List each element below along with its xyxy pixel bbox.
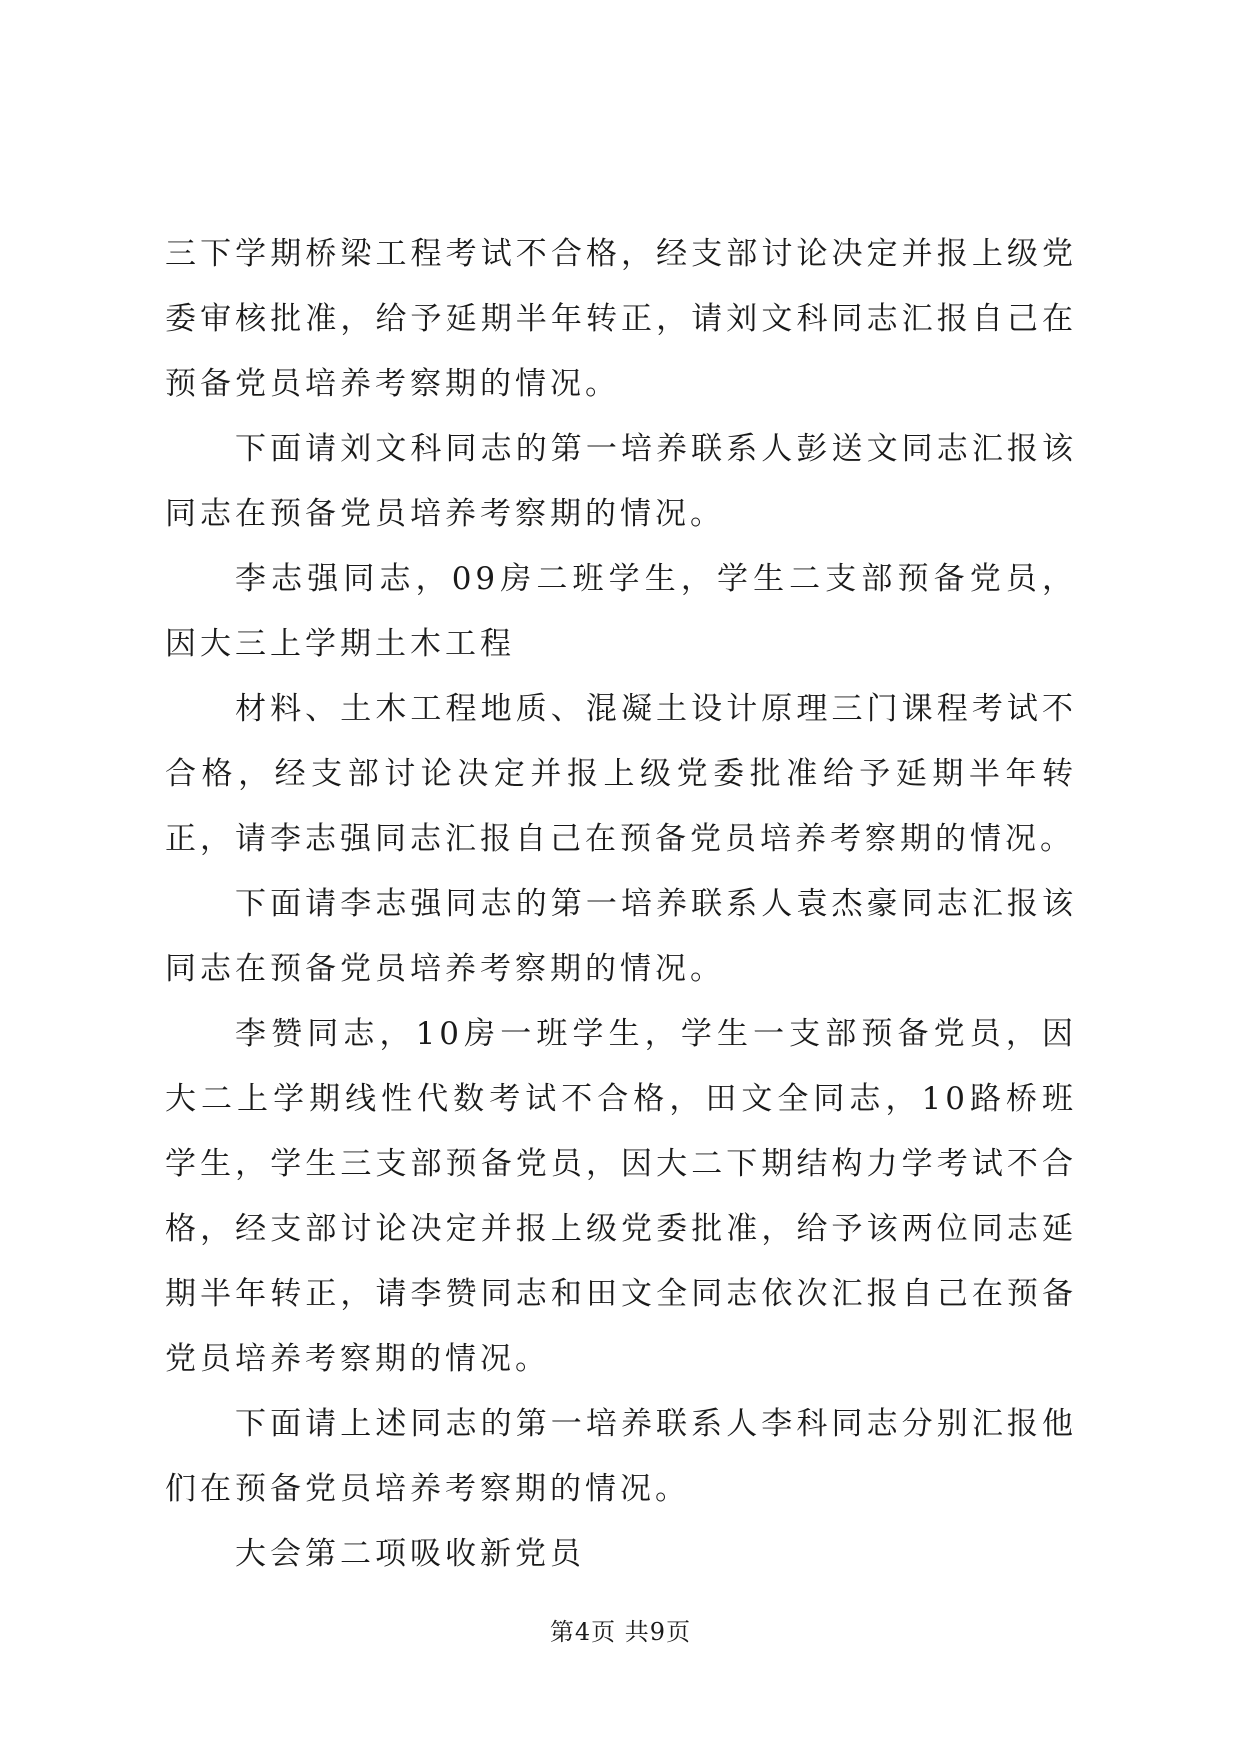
paragraph: 下面请刘文科同志的第一培养联系人彭送文同志汇报该同志在预备党员培养考察期的情况。 bbox=[165, 431, 1077, 532]
paragraph: 材料、土木工程地质、混凝土设计原理三门课程考试不合格，经支部讨论决定并报上级党委批准给予延期半年转正，请李志强同志汇报自己在预备党员培养考察期的情况。 bbox=[165, 691, 1077, 857]
paragraph: 李赞同志，10房一班学生，学生一支部预备党员，因大二上学期线性代数考试不合格，田文全同志，10路桥班学生，学生三支部预备党员，因大二下期结构力学考试不合格，经支部讨论决定并报上级党委批准，给予该两位同志延期半年转正，请李赞同志和田文全同志依次汇报自己在预备党员培养考察期的情况。 bbox=[165, 1016, 1077, 1377]
page-footer: 第4页 共9页 bbox=[549, 1618, 692, 1646]
paragraph: 三下学期桥梁工程考试不合格，经支部讨论决定并报上级党委审核批准，给予延期半年转正，请刘文科同志汇报自己在预备党员培养考察期的情况。 bbox=[165, 236, 1077, 402]
document-body bbox=[165, 222, 1077, 1587]
paragraph: 李志强同志，09房二班学生，学生二支部预备党员，因大三上学期土木工程 bbox=[165, 561, 1077, 662]
paragraph: 大会第二项吸收新党员 bbox=[235, 1536, 585, 1572]
paragraph: 下面请李志强同志的第一培养联系人袁杰豪同志汇报该同志在预备党员培养考察期的情况。 bbox=[165, 886, 1077, 987]
paragraph: 下面请上述同志的第一培养联系人李科同志分别汇报他们在预备党员培养考察期的情况。 bbox=[165, 1406, 1077, 1507]
